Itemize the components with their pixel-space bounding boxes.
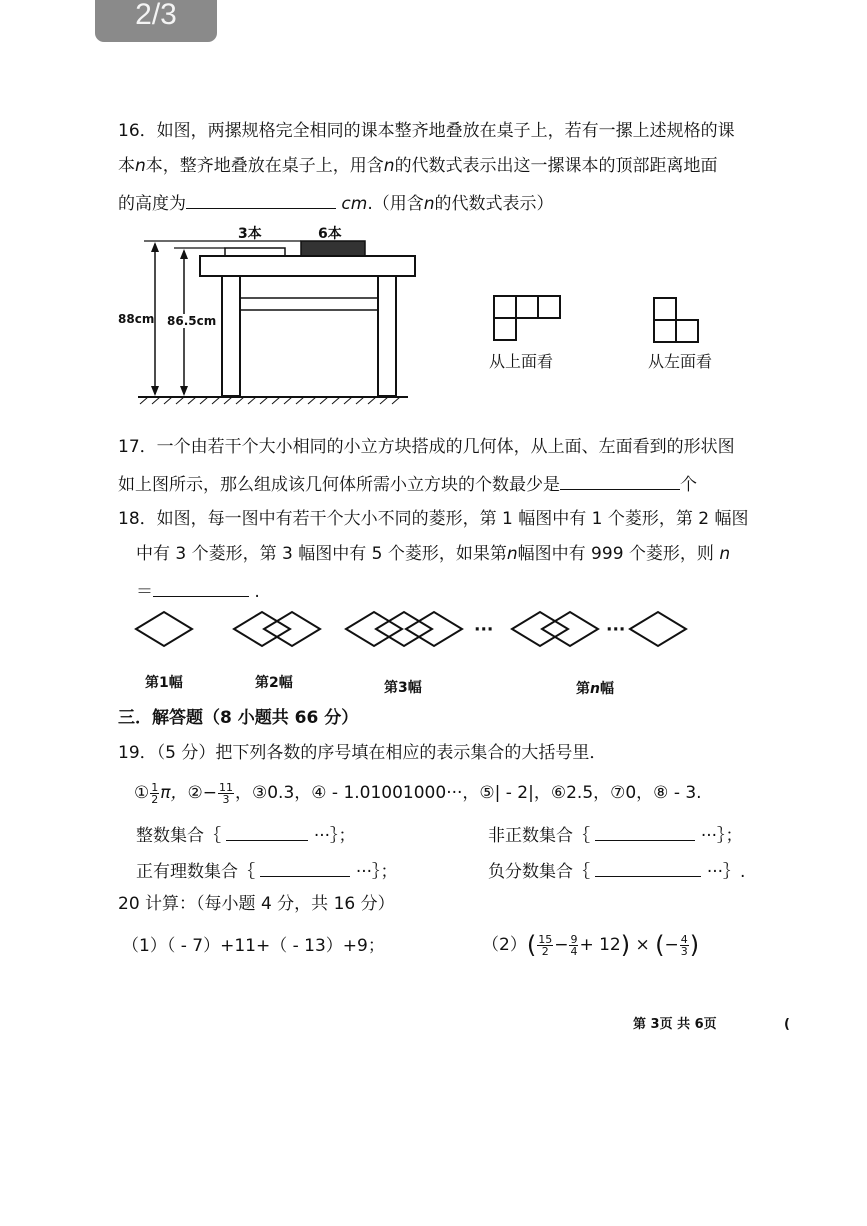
ellipsis-2: ···	[606, 620, 626, 640]
top-view-caption: 从上面看	[489, 352, 554, 371]
page-indicator-badge: 2/3	[95, 0, 217, 42]
q17-answer-blank[interactable]	[560, 471, 680, 490]
left-view-caption: 从左面看	[648, 352, 713, 371]
section-3-heading: 三．解答题（8 小题共 66 分）	[118, 708, 359, 728]
q16-line3: 的高度为 cm.（用含n的代数式表示）	[118, 190, 554, 215]
q20-title: 20 计算：（每小题 4 分，共 16 分）	[118, 894, 395, 914]
frac-11-3: $\frac{11}{3}$	[218, 780, 233, 806]
table-leg-left	[222, 276, 240, 396]
label-6-books: 6本	[318, 226, 342, 242]
q18-line1: 18．如图，每一图中有若干个大小不同的菱形，第 1 幅图中有 1 个菱形，第 2 幅图	[118, 509, 749, 529]
q18-line3: ＝ .	[136, 578, 260, 603]
label-88cm: 88cm	[118, 312, 155, 326]
set-non-positive: 非正数集合｛ ···｝；	[488, 822, 743, 847]
caption-fig1: 第1幅	[145, 675, 183, 691]
q18-answer-blank[interactable]	[153, 578, 249, 597]
table-top	[200, 256, 415, 276]
left-view-grid	[654, 298, 704, 346]
set-negative-fraction-blank[interactable]	[595, 858, 701, 877]
set-integers: 整数集合｛ ···｝；	[136, 822, 356, 847]
set-non-positive-blank[interactable]	[595, 822, 695, 841]
table-books-figure	[118, 222, 428, 412]
book-stack-3	[225, 248, 285, 256]
set-integers-blank[interactable]	[226, 822, 308, 841]
footer-edge-mark: (	[784, 1017, 790, 1032]
caption-fig3: 第3幅	[384, 680, 422, 696]
q16-line1: 16．如图，两摞规格完全相同的课本整齐地叠放在桌子上，若有一摞上述规格的课	[118, 121, 735, 141]
caption-fign: 第n幅	[576, 681, 614, 697]
q19-title: 19．（5 分）把下列各数的序号填在相应的表示集合的大括号里．	[118, 743, 607, 763]
set-positive-rational: 正有理数集合｛ ···｝；	[136, 858, 398, 883]
q20-part2: （2）( $\frac{15}{2}$ − $\frac{9}{4}$ + 12) × (− $\frac{4}{3}$ )	[482, 931, 700, 959]
caption-fig2: 第2幅	[255, 675, 293, 691]
set-positive-rational-blank[interactable]	[260, 858, 350, 877]
q19-numbers: ① $\frac{1}{2}$ π，②− $\frac{11}{3}$ ，③0.3，④ - 1.01001000···，⑤| - 2|，⑥2.5，⑦0，⑧ - 3.	[134, 780, 702, 806]
book-stack-6	[301, 241, 365, 256]
top-view-grid	[494, 296, 564, 344]
q17-line2: 如上图所示，那么组成该几何体所需小立方块的个数最少是 个	[118, 471, 697, 496]
rhombus-fig1	[136, 612, 192, 646]
page-footer: 第 3页 共 6页	[633, 1017, 717, 1032]
q17-line1: 17．一个由若干个大小相同的小立方块搭成的几何体，从上面、左面看到的形状图	[118, 437, 735, 457]
q20-part1: （1）（ - 7）+11+（ - 13）+9；	[122, 936, 385, 956]
frac-half: $\frac{1}{2}$	[151, 780, 159, 806]
label-3-books: 3本	[238, 226, 262, 242]
ellipsis-1: ···	[474, 620, 494, 640]
set-negative-fraction: 负分数集合｛ ···｝.	[488, 858, 745, 883]
label-86-5cm: 86.5cm	[167, 314, 217, 328]
table-leg-right	[378, 276, 396, 396]
q18-line2: 中有 3 个菱形，第 3 幅图中有 5 个菱形，如果第n幅图中有 999 个菱形，则 n	[136, 544, 731, 564]
q16-line2: 本n本，整齐地叠放在桌子上，用含n的代数式表示出这一摞课本的顶部距离地面	[118, 156, 718, 176]
q16-answer-blank[interactable]	[186, 190, 336, 209]
